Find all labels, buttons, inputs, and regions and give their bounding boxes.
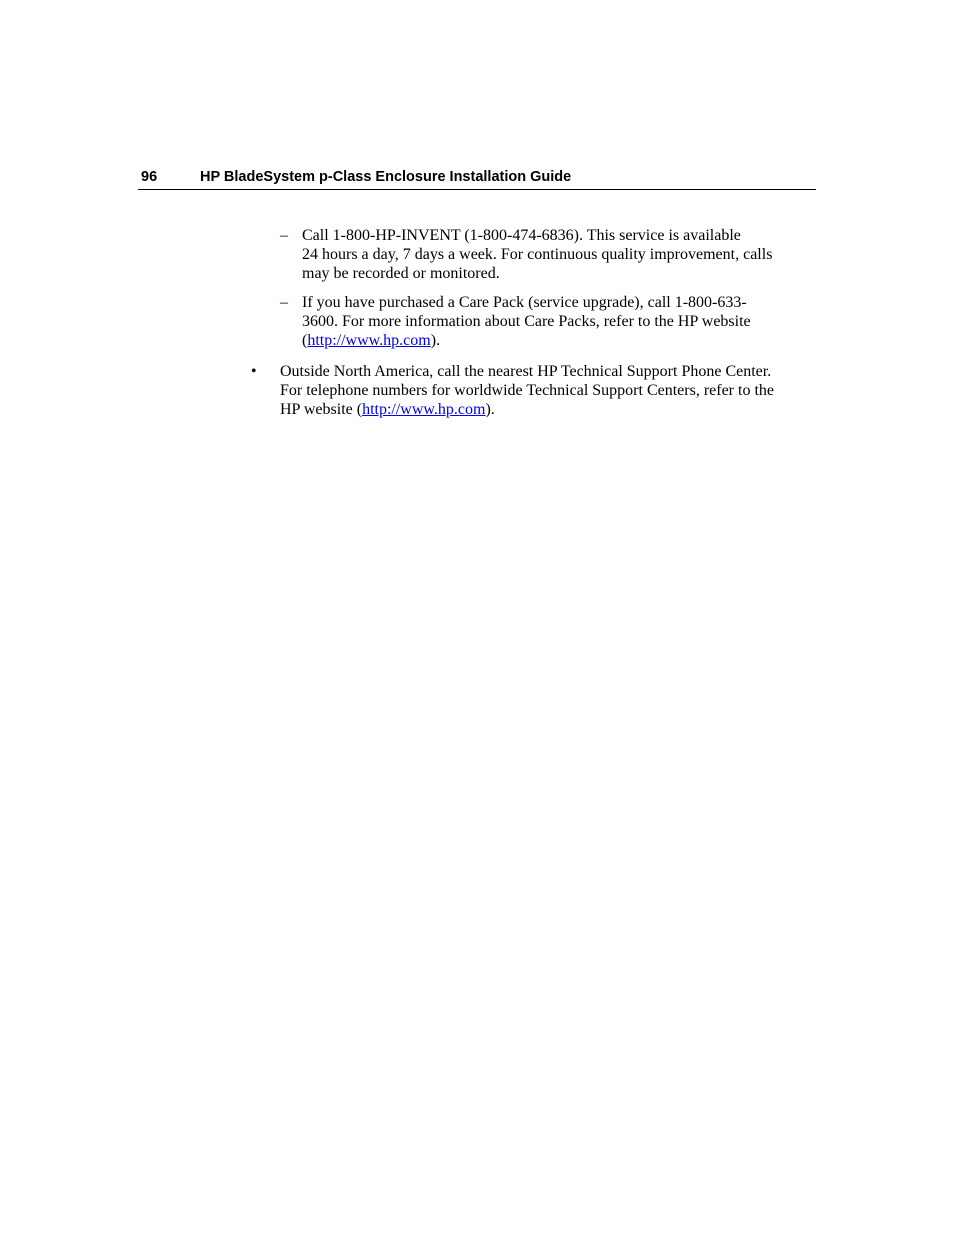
text-line: For telephone numbers for worldwide Technical Support Centers, refer to the — [280, 382, 774, 399]
sub-item-care-pack — [302, 293, 751, 350]
running-title: HP BladeSystem p-Class Enclosure Installation Guide — [200, 169, 572, 185]
running-header — [138, 168, 816, 190]
page-number: 96 — [141, 169, 158, 185]
bullet-item-outside-north-america — [280, 362, 774, 419]
dash-marker: – — [280, 227, 288, 244]
hp-website-link[interactable]: http://www.hp.com — [362, 401, 486, 418]
bullet-marker: • — [251, 363, 257, 380]
text-line: may be recorded or monitored. — [302, 265, 500, 282]
text-fragment: ). — [485, 401, 495, 418]
text-fragment: HP website ( — [280, 401, 363, 418]
dash-marker: – — [280, 294, 288, 311]
text-line: Call 1-800-HP-INVENT (1-800-474-6836). This service is available — [302, 227, 741, 244]
hp-website-link[interactable]: http://www.hp.com — [307, 332, 431, 349]
text-line: 3600. For more information about Care Packs, refer to the HP website — [302, 313, 751, 330]
text-line: 24 hours a day, 7 days a week. For continuous quality improvement, calls — [302, 246, 773, 263]
text-fragment: ( — [302, 332, 308, 349]
text-line — [302, 331, 751, 350]
sub-item-call-hp-invent — [302, 226, 772, 283]
text-line — [280, 400, 774, 419]
text-line: Outside North America, call the nearest HP Technical Support Phone Center. — [280, 363, 772, 380]
text-line: If you have purchased a Care Pack (service upgrade), call 1-800-633- — [302, 294, 747, 311]
text-fragment: ). — [430, 332, 441, 349]
